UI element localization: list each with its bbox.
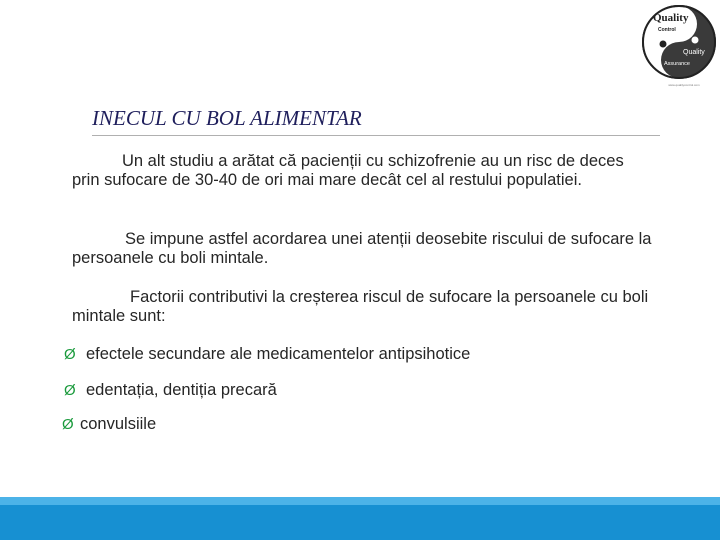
paragraph-text: Un alt studiu a arătat că pacienții cu schizofrenie au un risc de deces prin sufocare de 30-40 de ori mai mare decât cel al restului populatiei. [72, 152, 624, 189]
arrow-bullet-icon: Ø [64, 382, 76, 399]
paragraph-text: Factorii contributivi la creșterea riscul de sufocare la persoanele cu boli mintale sunt: [72, 288, 649, 325]
quality-logo [641, 4, 717, 80]
slide-title: INECUL CU BOL ALIMENTAR [92, 106, 362, 130]
list-item-text: convulsiile [80, 415, 157, 433]
paragraph-factors [72, 288, 652, 326]
paragraph-text: Se impune astfel acordarea unei atenții deosebite riscului de sufocare la persoanele cu boli mintale. [72, 230, 652, 267]
list-item [62, 414, 156, 435]
logo-caption: www.qualitycontrol.com [668, 83, 700, 87]
arrow-bullet-icon: Ø [64, 346, 76, 363]
logo-text-assurance: Assurance [664, 61, 690, 67]
arrow-bullet-icon: Ø [62, 416, 74, 433]
list-item [64, 380, 277, 401]
paragraph-attention [72, 230, 652, 268]
yin-yang-logo-icon [641, 4, 717, 80]
list-item-text: efectele secundare ale medicamentelor antipsihotice [86, 345, 471, 363]
footer-band-light [0, 497, 720, 505]
title-divider [92, 135, 660, 136]
list-item-text: edentația, dentiția precară [86, 381, 277, 399]
list-item [64, 344, 470, 365]
logo-text-control: Control [658, 27, 676, 33]
logo-text-quality: Quality [653, 12, 689, 24]
logo-text-quality-2: Quality [683, 49, 705, 56]
footer-band-dark [0, 505, 720, 540]
paragraph-study [72, 152, 652, 190]
